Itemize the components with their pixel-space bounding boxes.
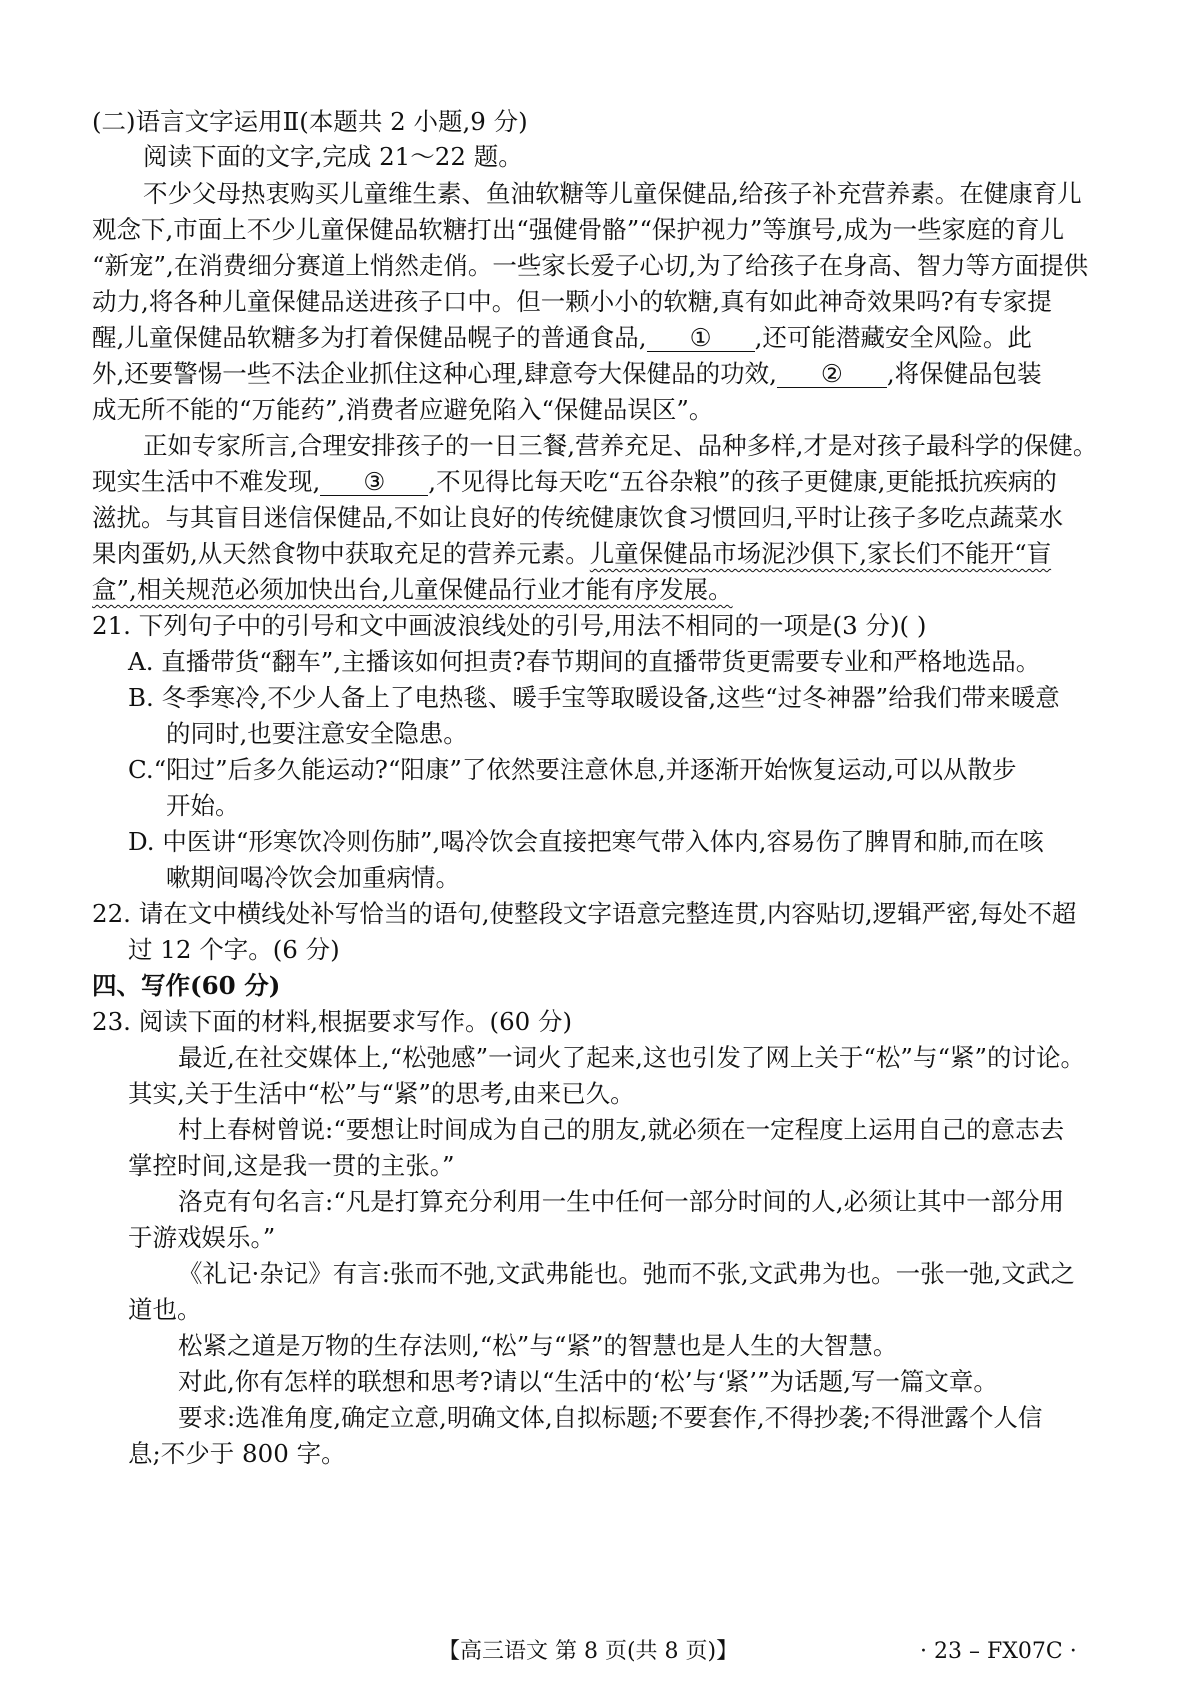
passage-text: ,还可能潜藏安全风险。此: [754, 323, 1032, 352]
passage-line: 正如专家所言,合理安排孩子的一日三餐,营养充足、品种多样,才是对孩子最科学的保健。: [143, 431, 1098, 460]
passage-text: 现实生活中不难发现,: [92, 467, 321, 496]
option-c[interactable]: C.“阳过”后多久能运动?“阳康”了依然要注意休息,并逐渐开始恢复运动,可以从散步: [128, 755, 1017, 784]
section-heading: (二)语言文字运用Ⅱ(本题共 2 小题,9 分): [92, 107, 528, 136]
passage-line: [92, 538, 1051, 570]
passage-line: “新宠”,在消费细分赛道上悄然走俏。一些家长爱子心切,为了给孩子在身高、智力等方面提供: [92, 251, 1089, 280]
option-d[interactable]: D. 中医讲“形寒饮冷则伤肺”,喝冷饮会直接把寒气带入体内,容易伤了脾胃和肺,而在咳: [128, 827, 1044, 856]
material-line: 掌控时间,这是我一贯的主张。”: [128, 1151, 455, 1180]
option-b-continuation: 的同时,也要注意安全隐患。: [166, 719, 468, 748]
passage-text: 外,还要警惕一些不法企业抓住这种心理,肆意夸大保健品的功效,: [92, 359, 777, 388]
passage-line: [92, 322, 1032, 354]
passage-text: 醒,儿童保健品软糖多为打着保健品幌子的普通食品,: [92, 323, 647, 352]
question-stem: 23. 阅读下面的材料,根据要求写作。(60 分): [92, 1007, 573, 1036]
answer-blank-3[interactable]: ③: [320, 469, 428, 496]
passage-text: ,将保健品包装: [886, 359, 1042, 388]
wavy-underlined-sentence: 盒”,相关规范必须加快出台,儿童保健品行业才能有序发展。: [92, 575, 733, 604]
question-stem: 21. 下列句子中的引号和文中画波浪线处的引号,用法不相同的一项是(3 分)( ): [92, 611, 927, 640]
material-line: 洛克有句名言:“凡是打算充分利用一生中任何一部分时间的人,必须让其中一部分用: [178, 1187, 1065, 1216]
material-line: 其实,关于生活中“松”与“紧”的思考,由来已久。: [128, 1079, 635, 1108]
option-d-continuation: 嗽期间喝冷饮会加重病情。: [166, 863, 460, 892]
exam-code: · 23 – FX07C ·: [920, 1639, 1077, 1664]
question-stem-continuation: 过 12 个字。(6 分): [128, 935, 340, 964]
material-line: 对此,你有怎样的联想和思考?请以“生活中的‘松’与‘紧’”为话题,写一篇文章。: [178, 1367, 998, 1396]
material-line: 村上春树曾说:“要想让时间成为自己的朋友,就必须在一定程度上运用自己的意志去: [178, 1115, 1065, 1144]
writing-section-heading: 四、写作(60 分): [92, 971, 281, 1000]
passage-line: 成无所不能的“万能药”,消费者应避免陷入“保健品误区”。: [92, 395, 714, 424]
passage-line: 动力,将各种儿童保健品送进孩子口中。但一颗小小的软糖,真有如此神奇效果吗?有专家提: [92, 287, 1052, 316]
passage-line: 不少父母热衷购买儿童维生素、鱼油软糖等儿童保健品,给孩子补充营养素。在健康育儿: [143, 179, 1082, 208]
passage-line: [92, 574, 733, 606]
page-footer-label: 【高三语文 第 8 页(共 8 页)】: [438, 1639, 739, 1664]
requirements-line: 要求:选准角度,确定立意,明确文体,自拟标题;不要套作,不得抄袭;不得泄露个人信: [178, 1403, 1043, 1432]
passage-line: 观念下,市面上不少儿童保健品软糖打出“强健骨骼”“保护视力”等旗号,成为一些家庭的育儿: [92, 215, 1065, 244]
material-line: 于游戏娱乐。”: [128, 1223, 276, 1252]
material-line: 最近,在社交媒体上,“松弛感”一词火了起来,这也引发了网上关于“松”与“紧”的讨论。: [178, 1043, 1086, 1072]
answer-blank-1[interactable]: ①: [647, 325, 755, 352]
passage-line: 滋扰。与其盲目迷信保健品,不如让良好的传统健康饮食习惯回归,平时让孩子多吃点蔬菜水: [92, 503, 1064, 532]
question-stem: 22. 请在文中横线处补写恰当的语句,使整段文字语意完整连贯,内容贴切,逻辑严密,每处不超: [92, 899, 1077, 928]
passage-text: ,不见得比每天吃“五谷杂粮”的孩子更健康,更能抵抗疾病的: [428, 467, 1057, 496]
reading-instruction: 阅读下面的文字,完成 21～22 题。: [143, 142, 523, 171]
passage-text: 果肉蛋奶,从天然食物中获取充足的营养元素。: [92, 539, 590, 568]
requirements-line: 息;不少于 800 字。: [128, 1439, 346, 1468]
material-line: 松紧之道是万物的生存法则,“松”与“紧”的智慧也是人生的大智慧。: [178, 1331, 898, 1360]
option-c-continuation: 开始。: [166, 791, 240, 820]
passage-line: [92, 358, 1042, 390]
passage-line: [92, 466, 1057, 498]
material-line: 《礼记·杂记》有言:张而不弛,文武弗能也。弛而不张,文武弗为也。一张一弛,文武之: [178, 1259, 1075, 1288]
answer-blank-2[interactable]: ②: [777, 361, 887, 388]
option-a[interactable]: A. 直播带货“翻车”,主播该如何担责?春节期间的直播带货更需要专业和严格地选品。: [128, 647, 1041, 676]
wavy-underlined-sentence: 儿童保健品市场泥沙俱下,家长们不能开“盲: [589, 539, 1052, 568]
option-b[interactable]: B. 冬季寒冷,不少人备上了电热毯、暖手宝等取暖设备,这些“过冬神器”给我们带来暖意: [128, 683, 1060, 712]
material-line: 道也。: [128, 1295, 202, 1324]
